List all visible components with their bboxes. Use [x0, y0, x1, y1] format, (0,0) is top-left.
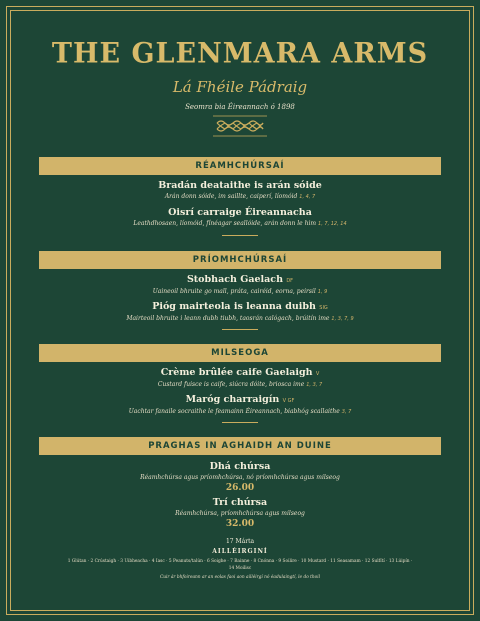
section-header-starters: RÉAMHCHÚRSAÍ [39, 157, 441, 175]
menu-subtitle: Lá Fhéile Pádraig [172, 78, 308, 96]
item-description: Uaineoil bhruite go mall, práta, cairéid, eorna, peirsil 1, 9 [152, 288, 328, 295]
celtic-knot-icon [213, 115, 267, 137]
item-description: Arán donn sóide, im saillte, caiperí, líomóid 1, 4, 7 [164, 193, 316, 200]
allergen-tags: 1, 4, 7 [299, 194, 316, 200]
item-description: Uachtar fanaile socraithe le feamainn Éireannach, biabhóg scallaithe 3, 7 [128, 408, 352, 415]
section-header-mains: PRÍOMHCHÚRSAÍ [39, 251, 441, 269]
item-name: Stobhach Gaelach DF [186, 274, 294, 285]
menu-item [0, 394, 480, 417]
diet-tag: V [315, 371, 320, 377]
allergen-tags: 1, 9 [317, 289, 328, 295]
item-description: Leathdhosaen, líomóid, fínéagar seallóide, arán donn le him 1, 7, 12, 14 [133, 220, 347, 227]
menu-item [0, 180, 480, 202]
option-name: Dhá chúrsa [209, 461, 271, 472]
option-description: Réamhchúrsa agus príomhchúrsa, nó príomhchúrsa agus milseog [140, 474, 340, 481]
allergen-tags: 1, 3, 7 [306, 382, 323, 388]
section-divider [222, 235, 258, 236]
section-divider [222, 422, 258, 423]
menu-item [0, 301, 480, 324]
established-line: Seomra bia Éireannach ó 1898 [185, 103, 295, 111]
menu-item [0, 207, 480, 229]
item-description: Custard fuisce is caife, siúcra dóite, briosca ime 1, 3, 7 [157, 381, 323, 388]
menu-item [0, 367, 480, 390]
item-name: Pióg mairteola is leanna duibh SIG [152, 301, 328, 312]
option-price: 32.00 [225, 519, 255, 529]
allergens-heading: AILLÉIRGINÍ [212, 548, 268, 555]
diet-tag: DF [286, 278, 294, 284]
section-divider [222, 329, 258, 330]
restaurant-title: THE GLENMARA ARMS [51, 37, 429, 70]
allergen-tags: 3, 7 [341, 409, 352, 415]
section-header-desserts: MILSEOGA [39, 344, 441, 362]
allergen-tags: 1, 3, 7, 9 [331, 316, 354, 322]
allergen-tags: 1, 7, 12, 14 [318, 221, 347, 227]
price-option [0, 461, 480, 494]
price-option [0, 497, 480, 530]
diet-tag: SIG [319, 305, 328, 311]
option-name: Trí chúrsa [212, 497, 268, 508]
item-name: Oisrí carraige Éireannacha [168, 207, 312, 218]
item-name: Maróg charraigín V GF [185, 394, 295, 405]
option-price: 26.00 [225, 483, 255, 493]
diet-tag: V GF [282, 398, 295, 404]
option-description: Réamhchúrsa, príomhchúrsa agus milseog [175, 510, 305, 517]
item-name: Bradán deataithe is arán sóide [158, 180, 322, 191]
allergens-list: 1 Glútan · 2 Crústaigh · 3 Uibheacha · 4 Iasc · 5 Peanuts/talún · 6 Soighe · 7 Bainne · 8 Cnónna · 9 Soilire · 10 Mustard · 11 Seasamam · 12 Sulfítí · 13 Lúipín · 14 Moilisc [67, 559, 413, 571]
allergen-note: Cuir ár bhfoireann ar an eolas faoi aon ailléirgí nó éadulaingtí, le do thoil [159, 575, 320, 580]
section-header-prices: PRAGHAS IN AGHAIDH AN DUINE [39, 437, 441, 455]
menu-item [0, 274, 480, 297]
menu-date: 17 Márta [225, 538, 255, 545]
item-description: Mairteoil bhruite i leann dubh tiubh, taosrán calógach, brúitín ime 1, 3, 7, 9 [126, 315, 354, 322]
item-name: Crème brûlée caife Gaelaigh V [160, 367, 320, 378]
